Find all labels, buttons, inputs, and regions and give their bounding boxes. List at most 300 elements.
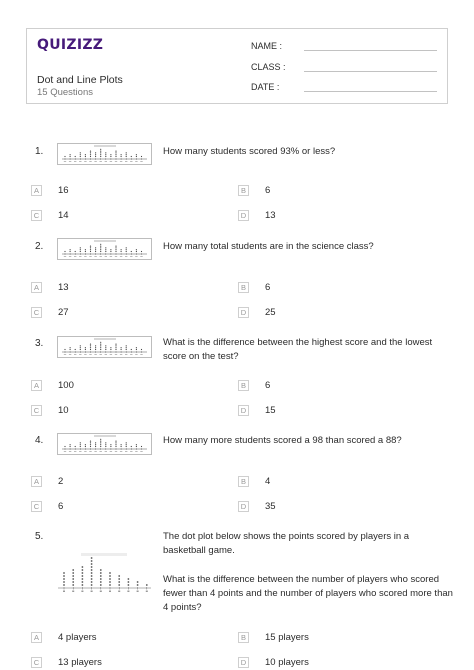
tick-label-smudge (69, 451, 71, 452)
plot-dot (100, 446, 101, 447)
tick-label-smudge (137, 591, 139, 593)
plot-dot (115, 446, 116, 447)
plot-dot (115, 349, 116, 350)
option-text: 35 (265, 501, 276, 512)
plot-dot (100, 249, 101, 250)
dot-plot-thumbnail (57, 336, 152, 358)
plot-dot (100, 156, 101, 157)
tick-label-smudge (115, 161, 117, 162)
plot-dot (110, 446, 111, 447)
plot-dot (85, 349, 86, 350)
plot-dot (91, 560, 93, 562)
plot-dot (70, 444, 71, 445)
plot-dot (95, 251, 96, 252)
plot-dot (121, 347, 122, 348)
plot-dot (115, 156, 116, 157)
tick-label-smudge (110, 256, 112, 257)
option-letter: A (31, 282, 42, 293)
option-letter: A (31, 632, 42, 643)
plot-dot (100, 575, 102, 577)
quizizz-logo: QUIZIZZ (37, 37, 104, 53)
tick-label-smudge (125, 451, 127, 452)
plot-dot (100, 149, 101, 150)
plot-dot (100, 569, 102, 571)
option-letter: D (238, 501, 249, 512)
plot-dot (121, 249, 122, 250)
plot-dot (72, 581, 74, 583)
class-field[interactable] (251, 62, 286, 72)
dot-plot-thumbnail (57, 143, 152, 165)
plot-dot (70, 251, 71, 252)
option-letter: B (238, 476, 249, 487)
option-text: 4 (265, 476, 271, 487)
tick-label-smudge (140, 451, 142, 452)
plot-dot (90, 249, 91, 250)
plot-dot (64, 349, 65, 350)
tick-label-smudge (89, 161, 91, 162)
tick-label-smudge (120, 354, 122, 355)
plot-dot (90, 246, 91, 247)
plot-dot (75, 446, 76, 447)
option-text: 6 (265, 185, 271, 196)
plot-dot (80, 349, 81, 350)
plot-dot (105, 347, 106, 348)
tick-label-smudge (110, 451, 112, 452)
tick-label-smudge (135, 256, 137, 257)
plot-dot (95, 349, 96, 350)
plot-dot (63, 584, 65, 586)
plot-dot (91, 578, 93, 580)
plot-dot (90, 156, 91, 157)
plot-dot (105, 442, 106, 443)
plot-dot (91, 581, 93, 583)
option-letter: C (31, 657, 42, 668)
plot-dot (85, 249, 86, 250)
plot-dot (80, 444, 81, 445)
plot-dot (105, 154, 106, 155)
plot-title-smudge (81, 553, 127, 556)
option-letter: D (238, 307, 249, 318)
plot-dot (91, 566, 93, 568)
option-letter: C (31, 307, 42, 318)
plot-title-smudge (94, 435, 116, 437)
plot-dot (91, 557, 93, 559)
tick-label-smudge (89, 256, 91, 257)
plot-dot (82, 584, 84, 586)
plot-dot (110, 444, 111, 445)
plot-dot (70, 156, 71, 157)
option-text: 6 (265, 282, 271, 293)
question-text: The dot plot below shows the points scored by players in a basketball game. (163, 531, 410, 556)
plot-dot (118, 575, 120, 577)
plot-dot (80, 247, 81, 248)
tick-label-smudge (140, 161, 142, 162)
plot-dot (105, 247, 106, 248)
plot-dot (131, 349, 132, 350)
plot-dot (137, 581, 139, 583)
plot-dot (118, 584, 120, 586)
plot-dot (80, 442, 81, 443)
plot-dot (110, 349, 111, 350)
plot-dot (115, 444, 116, 445)
plot-dot (90, 345, 91, 346)
tick-label-smudge (100, 161, 102, 162)
option-letter: A (31, 476, 42, 487)
tick-label-smudge (84, 451, 86, 452)
plot-dot (115, 345, 116, 346)
plot-dot (72, 578, 74, 580)
plot-dot (136, 249, 137, 250)
plot-dot (126, 154, 127, 155)
tick-label-smudge (94, 451, 96, 452)
plot-dot (70, 349, 71, 350)
tick-label-smudge (84, 161, 86, 162)
plot-dot (110, 249, 111, 250)
plot-dot (100, 581, 102, 583)
plot-dot (141, 156, 142, 157)
plot-dot (115, 251, 116, 252)
plot-dot (105, 345, 106, 346)
option-text: 13 (265, 210, 276, 221)
question-count: 15 Questions (37, 87, 93, 98)
plot-dot (70, 347, 71, 348)
plot-dot (115, 347, 116, 348)
dot-plot-thumbnail (57, 238, 152, 260)
plot-dot (136, 349, 137, 350)
plot-dot (121, 251, 122, 252)
tick-label-smudge (109, 591, 111, 593)
plot-dot (126, 349, 127, 350)
plot-dot (80, 249, 81, 250)
tick-label-smudge (64, 354, 66, 355)
tick-label-smudge (100, 354, 102, 355)
plot-dot (100, 439, 101, 440)
name-field[interactable] (251, 41, 282, 51)
plot-dot (115, 441, 116, 442)
plot-dot (80, 152, 81, 153)
tick-label-smudge (89, 354, 91, 355)
date-field[interactable] (251, 82, 279, 92)
plot-title-smudge (94, 240, 116, 242)
plot-dot (95, 247, 96, 248)
tick-label-smudge (74, 451, 76, 452)
plot-dot (115, 246, 116, 247)
plot-dot (63, 572, 65, 574)
option-text: 6 (265, 380, 271, 391)
plot-dot (100, 152, 101, 153)
option-letter: C (31, 210, 42, 221)
plot-dot (90, 154, 91, 155)
plot-dot (90, 349, 91, 350)
tick-label-smudge (120, 256, 122, 257)
plot-dot (136, 347, 137, 348)
plot-dot (95, 442, 96, 443)
option-text: 6 (58, 501, 64, 512)
plot-dot (141, 446, 142, 447)
plot-dot (90, 442, 91, 443)
plot-dot (105, 152, 106, 153)
tick-label-smudge (146, 591, 148, 593)
plot-dot (105, 444, 106, 445)
tick-label-smudge (79, 161, 81, 162)
option-letter: B (238, 632, 249, 643)
plot-dot (90, 446, 91, 447)
plot-dot (126, 444, 127, 445)
plot-dot (95, 152, 96, 153)
plot-dot (100, 584, 102, 586)
plot-dot (80, 154, 81, 155)
tick-label-smudge (135, 354, 137, 355)
plot-dot (105, 251, 106, 252)
plot-dot (121, 154, 122, 155)
plot-dot (141, 251, 142, 252)
plot-dot (109, 572, 111, 574)
plot-dot (75, 349, 76, 350)
plot-dot (91, 584, 93, 586)
plot-dot (100, 578, 102, 580)
plot-dot (126, 152, 127, 153)
tick-label-smudge (120, 161, 122, 162)
plot-dot (85, 444, 86, 445)
plot-dot (80, 251, 81, 252)
tick-label-smudge (135, 451, 137, 452)
plot-dot (100, 244, 101, 245)
option-letter: B (238, 185, 249, 196)
option-letter: D (238, 657, 249, 668)
tick-label-smudge (63, 591, 65, 593)
plot-dot (64, 251, 65, 252)
plot-dot (85, 347, 86, 348)
plot-dot (90, 347, 91, 348)
tick-label-smudge (84, 354, 86, 355)
plot-dot (72, 575, 74, 577)
plot-dot (110, 251, 111, 252)
plot-dot (115, 344, 116, 345)
plot-dot (121, 446, 122, 447)
tick-label-smudge (110, 354, 112, 355)
plot-dot (82, 578, 84, 580)
question-number: 2. (35, 241, 44, 252)
plot-dot (128, 584, 130, 586)
tick-label-smudge (94, 256, 96, 257)
plot-dot (121, 444, 122, 445)
plot-dot (121, 349, 122, 350)
tick-label-smudge (130, 161, 132, 162)
plot-dot (63, 581, 65, 583)
plot-dot (115, 247, 116, 248)
points-dot-plot (55, 552, 155, 594)
tick-label-smudge (64, 256, 66, 257)
plot-dot (110, 156, 111, 157)
plot-dot (90, 444, 91, 445)
tick-label-smudge (115, 354, 117, 355)
option-text: 15 players (265, 632, 309, 643)
plot-dot (64, 156, 65, 157)
tick-label-smudge (130, 354, 132, 355)
plot-dot (131, 251, 132, 252)
plot-dot (100, 347, 101, 348)
plot-dot (72, 569, 74, 571)
tick-label-smudge (69, 256, 71, 257)
tick-label-smudge (81, 591, 83, 593)
tick-label-smudge (100, 451, 102, 452)
tick-label-smudge (140, 354, 142, 355)
plot-dot (80, 345, 81, 346)
plot-title-smudge (94, 338, 116, 340)
plot-dot (131, 446, 132, 447)
tick-label-smudge (69, 354, 71, 355)
tick-label-smudge (64, 451, 66, 452)
plot-dot (95, 154, 96, 155)
name-label: NAME : (251, 41, 283, 51)
option-text: 100 (58, 380, 74, 391)
plot-dot (63, 578, 65, 580)
plot-dot (121, 156, 122, 157)
tick-label-smudge (105, 161, 107, 162)
worksheet-title: Dot and Line Plots (37, 74, 123, 86)
tick-label-smudge (127, 591, 129, 593)
plot-dot (90, 344, 91, 345)
plot-dot (95, 347, 96, 348)
plot-dot (95, 345, 96, 346)
tick-label-smudge (64, 161, 66, 162)
plot-dot (100, 247, 101, 248)
tick-label-smudge (79, 256, 81, 257)
plot-dot (109, 581, 111, 583)
tick-label-smudge (125, 161, 127, 162)
plot-dot (80, 446, 81, 447)
plot-dot (100, 441, 101, 442)
tick-label-smudge (125, 354, 127, 355)
plot-dot (126, 446, 127, 447)
plot-dot (70, 154, 71, 155)
tick-label-smudge (130, 451, 132, 452)
tick-label-smudge (89, 451, 91, 452)
option-letter: D (238, 210, 249, 221)
plot-dot (105, 249, 106, 250)
plot-dot (105, 349, 106, 350)
question-text-continued: What is the difference between the number of players who scored fewer than 4 points and the number of players who scored more than 4 points? (163, 574, 453, 613)
option-text: 10 players (265, 657, 309, 668)
dot-plot-thumbnail (57, 433, 152, 455)
tick-label-smudge (79, 354, 81, 355)
option-text: 13 players (58, 657, 102, 668)
plot-dot (70, 249, 71, 250)
question-text: How many total students are in the science class? (163, 241, 374, 252)
option-text: 25 (265, 307, 276, 318)
plot-dot (100, 246, 101, 247)
plot-dot (115, 154, 116, 155)
plot-dot (100, 349, 101, 350)
option-letter: A (31, 380, 42, 391)
tick-label-smudge (94, 354, 96, 355)
plot-dot (63, 575, 65, 577)
plot-dot (91, 563, 93, 565)
plot-dot (126, 345, 127, 346)
plot-dot (82, 572, 84, 574)
plot-dot (115, 442, 116, 443)
plot-dot (90, 247, 91, 248)
plot-dot (100, 345, 101, 346)
plot-dot (109, 584, 111, 586)
tick-label-smudge (105, 354, 107, 355)
tick-label-smudge (115, 256, 117, 257)
plot-dot (126, 156, 127, 157)
question-number: 4. (35, 435, 44, 446)
plot-dot (136, 154, 137, 155)
plot-dot (115, 152, 116, 153)
option-letter: B (238, 282, 249, 293)
tick-label-smudge (115, 451, 117, 452)
plot-dot (90, 251, 91, 252)
plot-dot (105, 446, 106, 447)
plot-dot (85, 446, 86, 447)
plot-dot (136, 251, 137, 252)
plot-dot (126, 347, 127, 348)
plot-dot (141, 349, 142, 350)
plot-dot (126, 251, 127, 252)
tick-label-smudge (79, 451, 81, 452)
plot-dot (100, 442, 101, 443)
plot-dot (126, 247, 127, 248)
option-letter: D (238, 405, 249, 416)
plot-dot (128, 578, 130, 580)
question-number: 3. (35, 338, 44, 349)
tick-label-smudge (72, 591, 74, 593)
option-text: 4 players (58, 632, 97, 643)
option-text: 16 (58, 185, 69, 196)
plot-dot (95, 444, 96, 445)
plot-dot (82, 569, 84, 571)
plot-dot (80, 156, 81, 157)
plot-dot (85, 154, 86, 155)
plot-dot (115, 249, 116, 250)
question-text: How many more students scored a 98 than scored a 88? (163, 435, 402, 446)
plot-dot (82, 566, 84, 568)
tick-label-smudge (91, 591, 93, 593)
plot-dot (75, 156, 76, 157)
plot-dot (137, 584, 139, 586)
tick-label-smudge (84, 256, 86, 257)
question-text: How many students scored 93% or less? (163, 146, 336, 157)
tick-label-smudge (120, 451, 122, 452)
plot-dot (64, 446, 65, 447)
option-text: 14 (58, 210, 69, 221)
plot-dot (110, 154, 111, 155)
tick-label-smudge (140, 256, 142, 257)
tick-label-smudge (135, 161, 137, 162)
plot-dot (110, 347, 111, 348)
plot-dot (100, 151, 101, 152)
tick-label-smudge (105, 256, 107, 257)
plot-dot (118, 578, 120, 580)
plot-dot (82, 581, 84, 583)
option-text: 27 (58, 307, 69, 318)
plot-dot (70, 446, 71, 447)
plot-dot (90, 441, 91, 442)
plot-dot (126, 442, 127, 443)
question-text: What is the difference between the highest score and the lowest score on the test? (163, 337, 433, 362)
plot-dot (90, 151, 91, 152)
tick-label-smudge (74, 256, 76, 257)
plot-dot (100, 154, 101, 155)
tick-label-smudge (100, 256, 102, 257)
plot-dot (128, 581, 130, 583)
option-text: 10 (58, 405, 69, 416)
plot-dot (95, 249, 96, 250)
option-text: 2 (58, 476, 64, 487)
plot-dot (91, 572, 93, 574)
